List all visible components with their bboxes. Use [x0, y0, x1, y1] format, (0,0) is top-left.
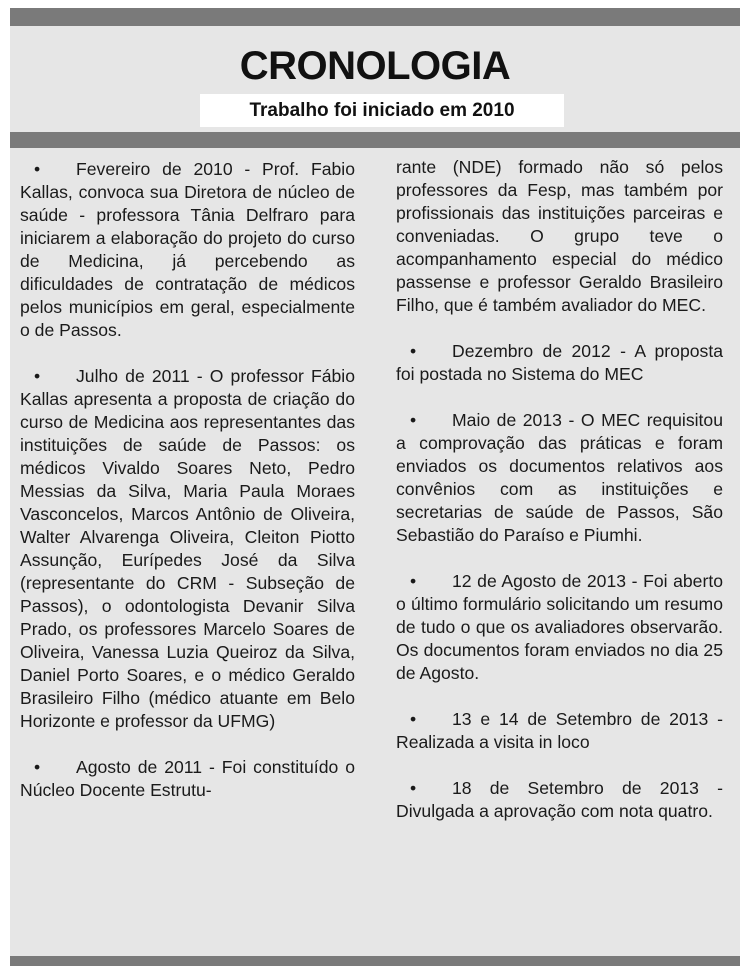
timeline-item-text: Fevereiro de 2010 - Prof. Fabio Kallas, convoca sua Diretora de núcleo de saúde - professora Tânia Delfraro para iniciarem a elaboração do projeto do curso de Medicina, já percebendo as dificuldades de contratação de médicos pelos municípios em geral, especialmente o de Passos. [20, 159, 355, 340]
timeline-item [20, 158, 355, 342]
timeline-item-text: 13 e 14 de Setembro de 2013 - Realizada a visita in loco [396, 709, 723, 752]
timeline-item [396, 409, 723, 547]
header-divider-band [10, 132, 740, 148]
timeline-item-text: 12 de Agosto de 2013 - Foi aberto o último formulário solicitando um resumo de tudo o que os avaliadores observarão. Os documentos foram enviados no dia 25 de Agosto. [396, 571, 723, 683]
top-band [10, 8, 740, 26]
right-column [396, 156, 723, 846]
timeline-item-text: Agosto de 2011 - Foi constituído o Núcleo Docente Estrutu- [20, 757, 355, 800]
article-panel [10, 8, 740, 966]
bullet-icon: • [410, 341, 417, 361]
page-title: CRONOLOGIA [239, 44, 511, 88]
timeline-item [20, 756, 355, 802]
timeline-item [396, 340, 723, 386]
page-subtitle: Trabalho foi iniciado em 2010 [200, 94, 564, 127]
timeline-item [20, 365, 355, 733]
bottom-band [10, 956, 740, 966]
bullet-icon: • [410, 571, 417, 591]
left-column [20, 158, 355, 825]
bullet-icon: • [410, 778, 417, 798]
timeline-item-text: Maio de 2013 - O MEC requisitou a comprovação das práticas e foram enviados os documentos relativos aos convênios com as instituições e secretarias de saúde de Passos, São Sebastião do Paraíso e Piumhi. [396, 410, 723, 545]
bullet-icon: • [34, 366, 41, 386]
bullet-icon: • [410, 709, 417, 729]
timeline-item-text: Dezembro de 2012 - A proposta foi postada no Sistema do MEC [396, 341, 723, 384]
timeline-item-continuation: rante (NDE) formado não só pelos professores da Fesp, mas também por profissionais das instituições parceiras e conveniadas. O grupo teve o acompanhamento especial do médico passense e professor Geraldo Brasileiro Filho, que é também avaliador do MEC. [396, 157, 723, 315]
timeline-item-text: 18 de Setembro de 2013 - Divulgada a aprovação com nota quatro. [396, 778, 723, 821]
timeline-item [396, 570, 723, 685]
bullet-icon: • [34, 159, 41, 179]
timeline-item [396, 777, 723, 823]
bullet-icon: • [410, 410, 417, 430]
timeline-item [396, 708, 723, 754]
bullet-icon: • [34, 757, 41, 777]
timeline-item-text: Julho de 2011 - O professor Fábio Kallas apresenta a proposta de criação do curso de Medicina aos representantes das instituições de saúde de Passos: os médicos Vivaldo Soares Neto, Pedro Messias da Silva, Maria Paula Moraes Vasconcelos, Marcos Antônio de Oliveira, Walter Alvarenga Oliveira, Cleiton Piotto Assunção, Eurípedes José da Silva (representante do CRM - Subseção de Passos), o odontologista Devanir Silva Prado, os professores Marcelo Soares de Oliveira, Vanessa Luzia Queiroz da Silva, Daniel Porto Soares, e o médico Geraldo Brasileiro Filho (médico atuante em Belo Horizonte e professor da UFMG) [20, 366, 355, 731]
